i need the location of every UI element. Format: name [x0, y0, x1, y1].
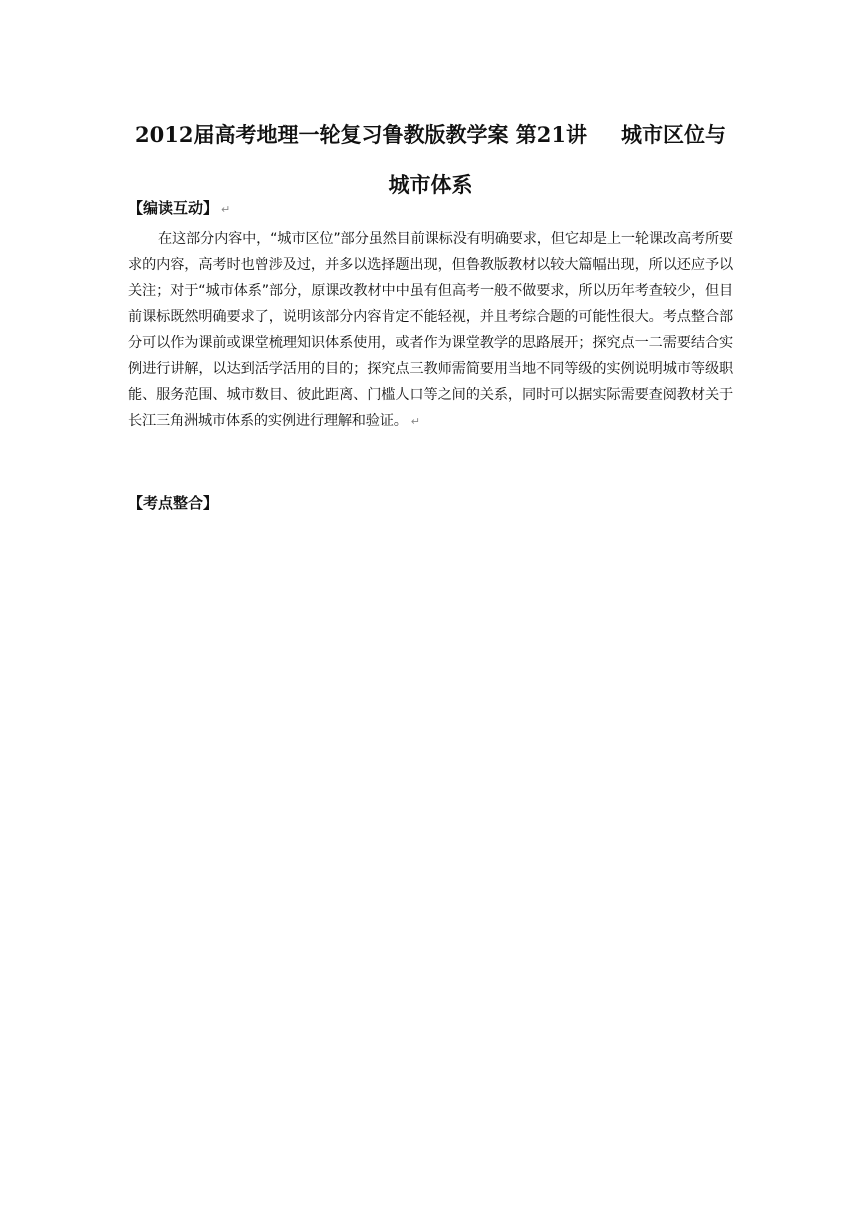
paragraph-mark-icon: ↵ [410, 415, 420, 428]
document-title [128, 110, 733, 210]
editorial-paragraph [128, 226, 733, 435]
section-heading-text: 【编读互动】 [128, 199, 219, 217]
title-line-1-tail: 城市区位与 [620, 122, 726, 147]
paragraph-mark-icon: ↵ [221, 203, 231, 216]
title-line-2: 城市体系 [388, 172, 473, 197]
title-line-1: 2012届高考地理一轮复习鲁教版教学案 第21讲 [135, 122, 587, 147]
section-heading-text: 【考点整合】 [128, 494, 219, 512]
section-heading-editorial [128, 198, 230, 220]
section-heading-key-points [128, 493, 218, 513]
editorial-paragraph-text: 在这部分内容中，“城市区位”部分虽然目前课标没有明确要求，但它却是上一轮课改高考所要求的内容，高考时也曾涉及过，并多以选择题出现，但鲁教版教材以较大篇幅出现，所以还应予以关注；对于“城市体系”部分，原课改教材中中虽有但高考一般不做要求，所以历年考查较少，但目前课标既然明确要求了，说明该部分内容肯定不能轻视，并且考综合题的可能性很大。考点整合部分可以作为课前或课堂梳理知识体系使用，或者作为课堂教学的思路展开；探究点一二需要结合实例进行讲解，以达到活学活用的目的；探究点三教师需简要用当地不同等级的实例说明城市等级职能、服务范围、城市数目、彼此距离、门槛人口等之间的关系，同时可以据实际需要查阅教材关于长江三角洲城市体系的实例进行理解和验证。 [128, 231, 733, 429]
